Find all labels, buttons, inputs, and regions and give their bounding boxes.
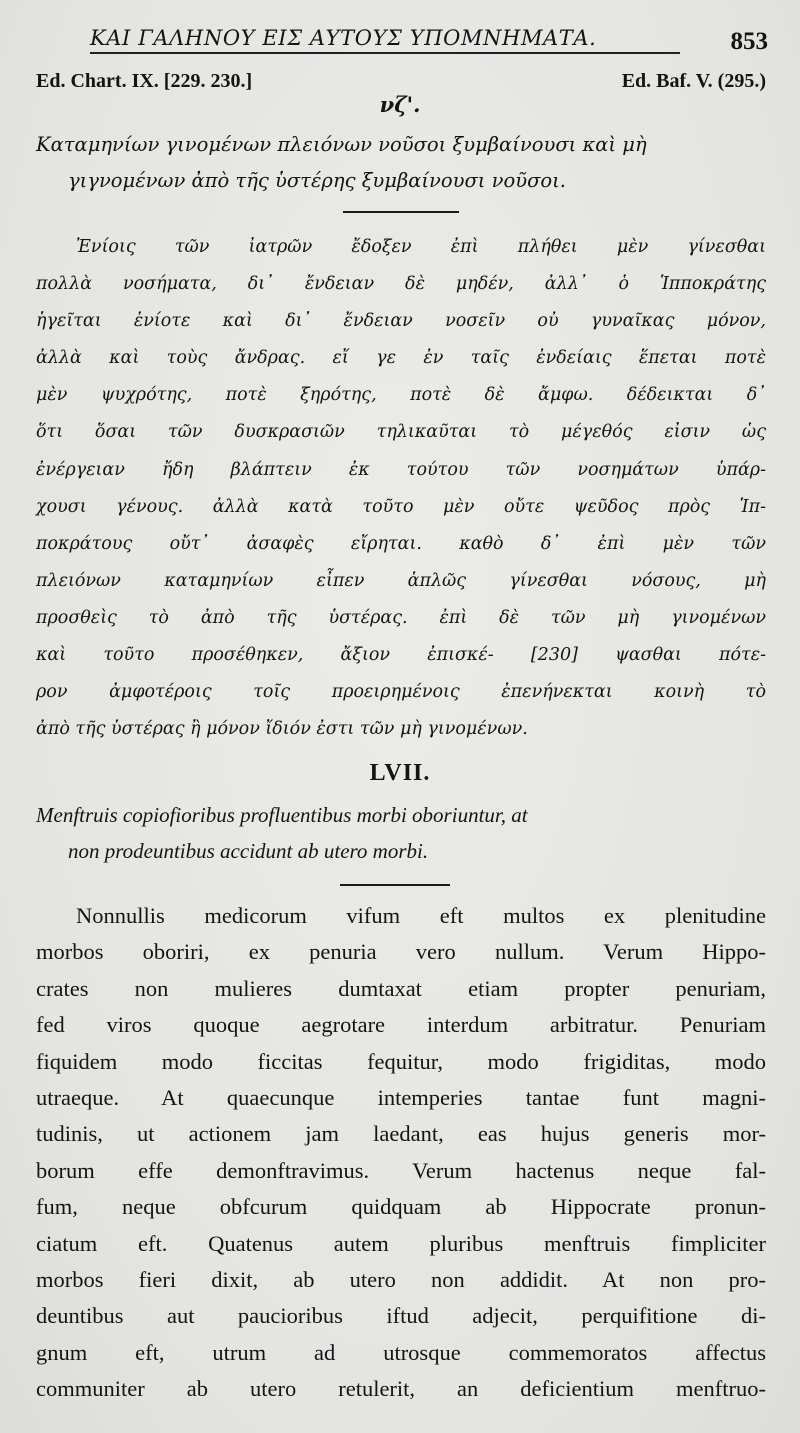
edition-references (36, 70, 766, 93)
latin-aphorism (36, 797, 766, 869)
greek-commentary-line: ἐνέργειαν ἤδη βλάπτειν ἐκ τούτου τῶν νοσημάτων ὑπάρ- (36, 459, 766, 480)
latin-commentary-line: tudinis, ut actionem jam laedant, eas hujus generis mor- (36, 1121, 766, 1147)
latin-commentary (36, 898, 766, 1408)
greek-commentary-line: πλειόνων καταμηνίων εἶπεν ἁπλῶς γίνεσθαι νόσους, μὴ (36, 570, 766, 591)
section-divider (343, 211, 459, 213)
greek-aphorism (36, 127, 766, 199)
greek-chapter-number: νζ'. (379, 92, 421, 117)
chartier-edition-reference: Ed. Chart. IX. [229. 230.] (36, 70, 253, 92)
running-title: ΚΑΙ ΓΑΛΗΝΟΥ ΕΙΣ ΑΥΤΟΥΣ ΥΠΟΜΝΗΜΑΤΑ. (90, 26, 680, 54)
latin-commentary-line: crates non mulieres dumtaxat etiam propter penuriam, (36, 975, 766, 1001)
latin-commentary-line: gnum eft, utrum ad utrosque commemoratos affectus (36, 1339, 766, 1365)
greek-commentary-line: πολλὰ νοσήματα, δι᾽ ἔνδειαν δὲ μηδέν, ἀλλ᾽ ὁ Ἱπποκράτης (36, 274, 766, 295)
latin-commentary-line: Nonnullis medicorum vifum eft multos ex plenitudine (76, 903, 766, 928)
greek-commentary-line: καὶ τοῦτο προσέθηκεν, ἄξιον ἐπισκέ- [230] ψασθαι πότε- (36, 645, 766, 666)
latin-commentary-line: ciatum eft. Quatenus autem pluribus menftruis fimpliciter (36, 1230, 766, 1256)
greek-commentary-line: προσθεὶς τὸ ἀπὸ τῆς ὑστέρας. ἐπὶ δὲ τῶν μὴ γινομένων (36, 607, 766, 628)
greek-commentary (36, 229, 766, 748)
greek-commentary-line: ἡγεῖται ἐνίοτε καὶ δι᾽ ἔνδειαν νοσεῖν οὐ γυναῖκας μόνον, (36, 311, 766, 332)
greek-commentary-line: ἀλλὰ καὶ τοὺς ἄνδρας. εἴ γε ἐν ταῖς ἐνδείαις ἕπεται ποτὲ (36, 348, 766, 369)
latin-commentary-line: morbos oboriri, ex penuria vero nullum. Verum Hippo- (36, 939, 766, 965)
latin-commentary-line: fiquidem modo ficcitas fequitur, modo frigiditas, modo (36, 1048, 766, 1074)
latin-commentary-line: borum effe demonftravimus. Verum hactenus neque fal- (36, 1157, 766, 1183)
latin-commentary-line: utraeque. At quaecunque intemperies tantae funt magni- (36, 1085, 766, 1111)
latin-commentary-line: deuntibus aut paucioribus iftud adjecit, perquifitione di- (36, 1303, 766, 1329)
greek-aphorism-line: Καταμηνίων γινομένων πλειόνων νοῦσοι ξυμβαίνουσι καὶ μὴ (36, 133, 647, 156)
latin-chapter-number: LVII. (369, 760, 431, 786)
latin-commentary-line: morbos fieri dixit, ab utero non addidit. At non pro- (36, 1267, 766, 1293)
page-number: 853 (730, 28, 768, 55)
latin-commentary-line: fed viros quoque aegrotare interdum arbitratur. Penuriam (36, 1012, 766, 1038)
section-divider (340, 884, 450, 886)
greek-commentary-line: ποκράτους οὔτ᾽ ἀσαφὲς εἴρηται. καθὸ δ᾽ ἐπὶ μὲν τῶν (36, 533, 766, 554)
latin-aphorism-line: Menftruis copiofioribus profluentibus morbi oboriuntur, at (36, 803, 528, 827)
latin-commentary-line: communiter ab utero retulerit, an deficientium menftruo- (36, 1376, 766, 1402)
greek-commentary-line: χουσι γένους. ἀλλὰ κατὰ τοῦτο μὲν οὔτε ψεῦδος πρὸς Ἱπ- (36, 496, 766, 517)
greek-commentary-line: ἀπὸ τῆς ὑστέρας ἢ μόνον ἴδιόν ἐστι τῶν μὴ γινομένων. (36, 719, 528, 740)
greek-commentary-line: Ἐνίοις τῶν ἰατρῶν ἔδοξεν ἐπὶ πλήθει μὲν γίνεσθαι (76, 237, 766, 257)
greek-commentary-line: ρον ἀμφοτέροις τοῖς προειρημένοις ἐπενήνεκται κοινὴ τὸ (36, 682, 766, 703)
greek-commentary-line: ὅτι ὅσαι τῶν δυσκρασιῶν τηλικαῦται τὸ μέγεθός εἰσιν ὡς (36, 422, 766, 443)
latin-commentary-line: fum, neque obfcurum quidquam ab Hippocrate pronun- (36, 1194, 766, 1220)
basel-edition-reference: Ed. Baf. V. (295.) (621, 70, 766, 92)
greek-commentary-line: μὲν ψυχρότης, ποτὲ ξηρότης, ποτὲ δὲ ἄμφω. δέδεικται δ᾽ (36, 385, 766, 406)
greek-aphorism-line: γιγνομένων ἀπὸ τῆς ὑστέρης ξυμβαίνουσι νοῦσοι. (68, 169, 566, 192)
latin-aphorism-line: non prodeuntibus accidunt ab utero morbi. (68, 839, 429, 863)
